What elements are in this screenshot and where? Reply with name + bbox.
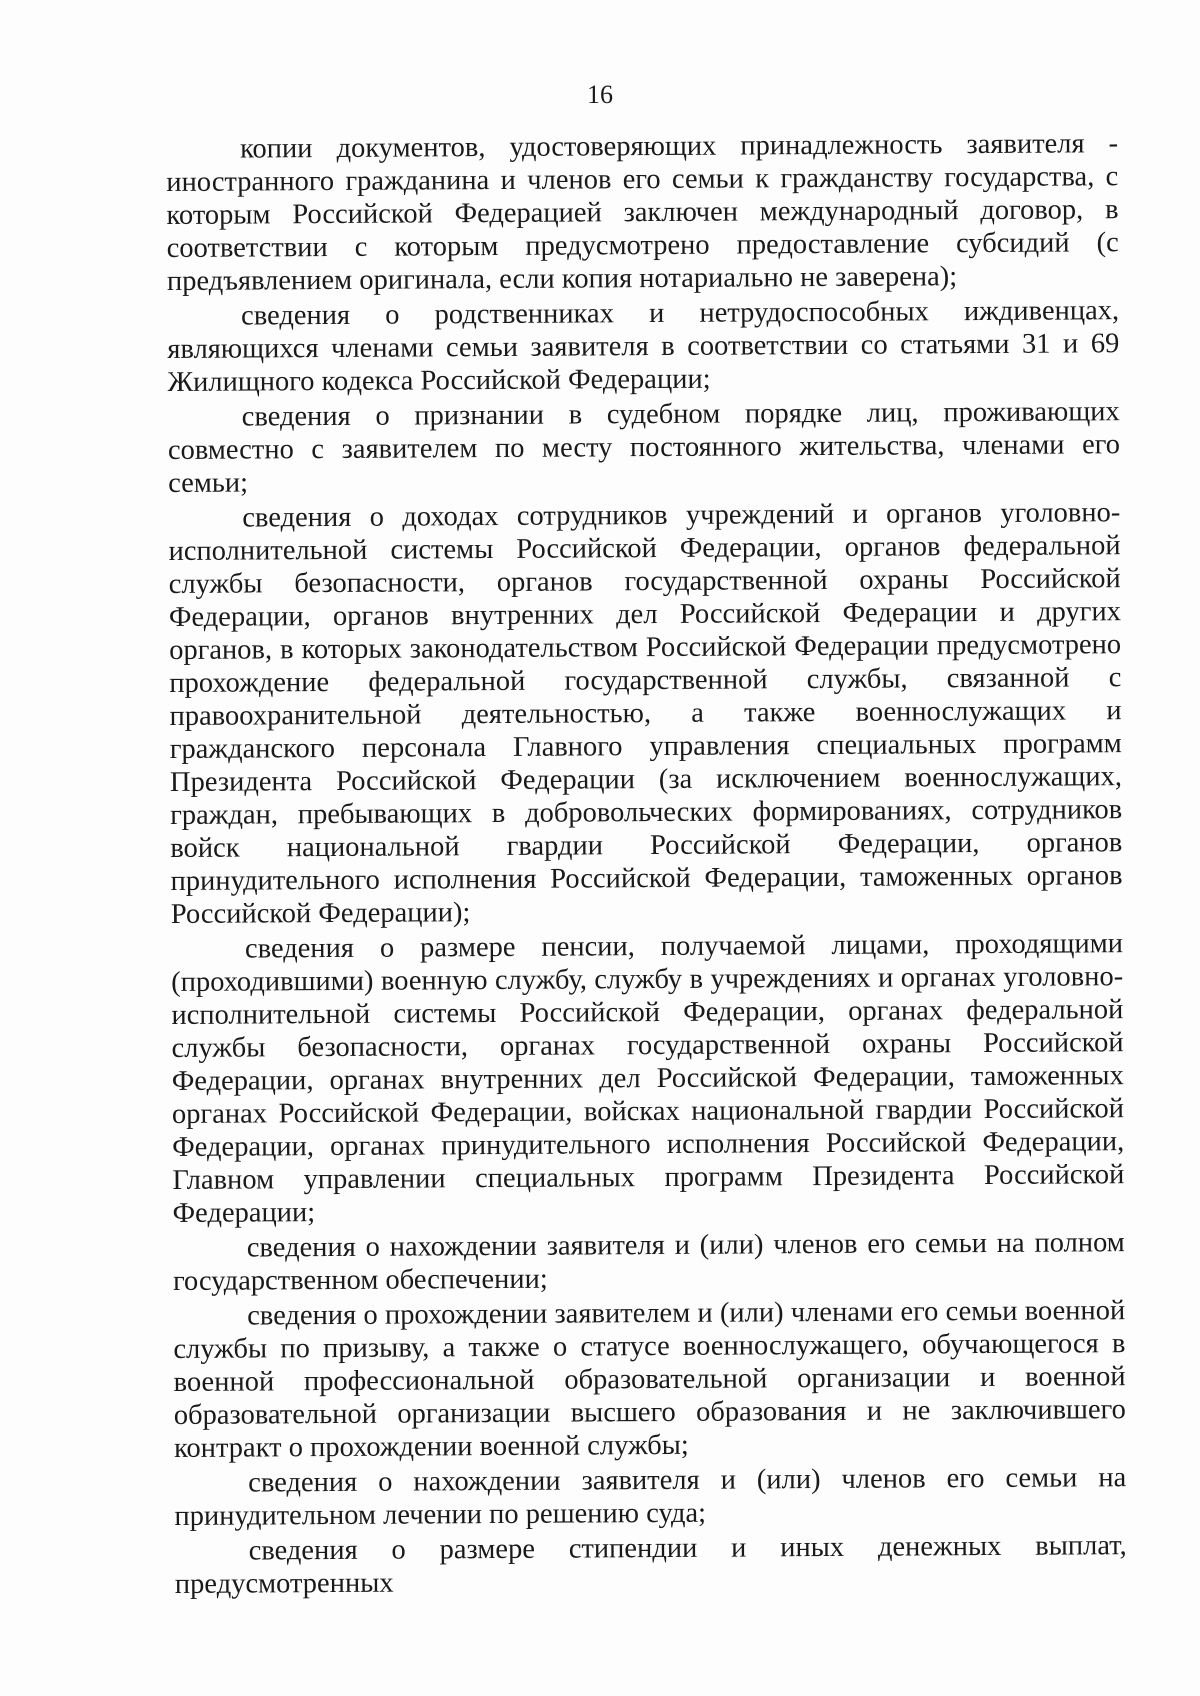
paragraph-military-service: сведения о прохождении заявителем и (или) членами его семьи военной службы по призыву, а также о статусе военнослужащего, обучающегося в военной профессиональной образовательной организации и военной образовательной организации высшего образования и не заключившего контракт о прохождении военной службы; <box>173 1295 1126 1464</box>
paragraph-pension-size: сведения о размере пенсии, получаемой лицами, проходящими (проходившими) военную службу, службу в учреждениях и органах уголовно-исполнительной системы Российской Федерации, органах федеральной службы безопасности, органах государственной охраны Российской Федерации, органах внутренних дел Российской Федерации, таможенных органах Российской Федерации, войсках национальной гвардии Российской Федерации, органах принудительного исполнения Российской Федерации, Главном управлении специальных программ Президента Российской Федерации; <box>171 928 1125 1229</box>
paragraph-relatives-dependents: сведения о родственниках и нетрудоспособных иждивенцах, являющихся членами семьи заявителя в соответствии со статьями 31 и 69 Жилищного кодекса Российской Федерации; <box>167 295 1120 398</box>
paragraph-scholarship: сведения о размере стипендии и иных денежных выплат, предусмотренных <box>174 1530 1127 1600</box>
paragraph-compulsory-treatment: сведения о нахождении заявителя и (или) членов его семьи на принудительном лечении по решению суда; <box>174 1462 1127 1532</box>
document-body <box>166 127 1127 1603</box>
paragraph-employee-income: сведения о доходах сотрудников учреждений и органов уголовно-исполнительной системы Российской Федерации, органов федеральной службы безопасности, органов государственной охраны Российской Федерации, органов внутренних дел Российской Федерации и других органов, в которых законодательством Российской Федерации предусмотрено прохождение федеральной государственной службы, связанной с правоохранительной деятельностью, а также военнослужащих и гражданского персонала Главного управления специальных программ Президента Российской Федерации (за исключением военнослужащих, граждан, пребывающих в добровольческих формированиях, сотрудников войск национальной гвардии Российской Федерации, органов принудительного исполнения Российской Федерации, таможенных органов Российской Федерации); <box>168 497 1123 930</box>
paragraph-court-recognition: сведения о признании в судебном порядке лиц, проживающих совместно с заявителем по месту постоянного жительства, членами его семьи; <box>167 396 1121 499</box>
page-number: 16 <box>587 80 613 109</box>
paragraph-state-support: сведения о нахождении заявителя и (или) членов его семьи на полном государственном обеспечении; <box>172 1227 1125 1297</box>
paragraph-foreign-citizenship-documents: копии документов, удостоверяющих принадлежность заявителя - иностранного гражданина и членов его семьи к гражданству государства, с которым Российской Федерацией заключен международный договор, в соответствии с которым предусмотрено предоставление субсидий (с предъявлением оригинала, если копия нотариально не заверена); <box>166 128 1119 297</box>
